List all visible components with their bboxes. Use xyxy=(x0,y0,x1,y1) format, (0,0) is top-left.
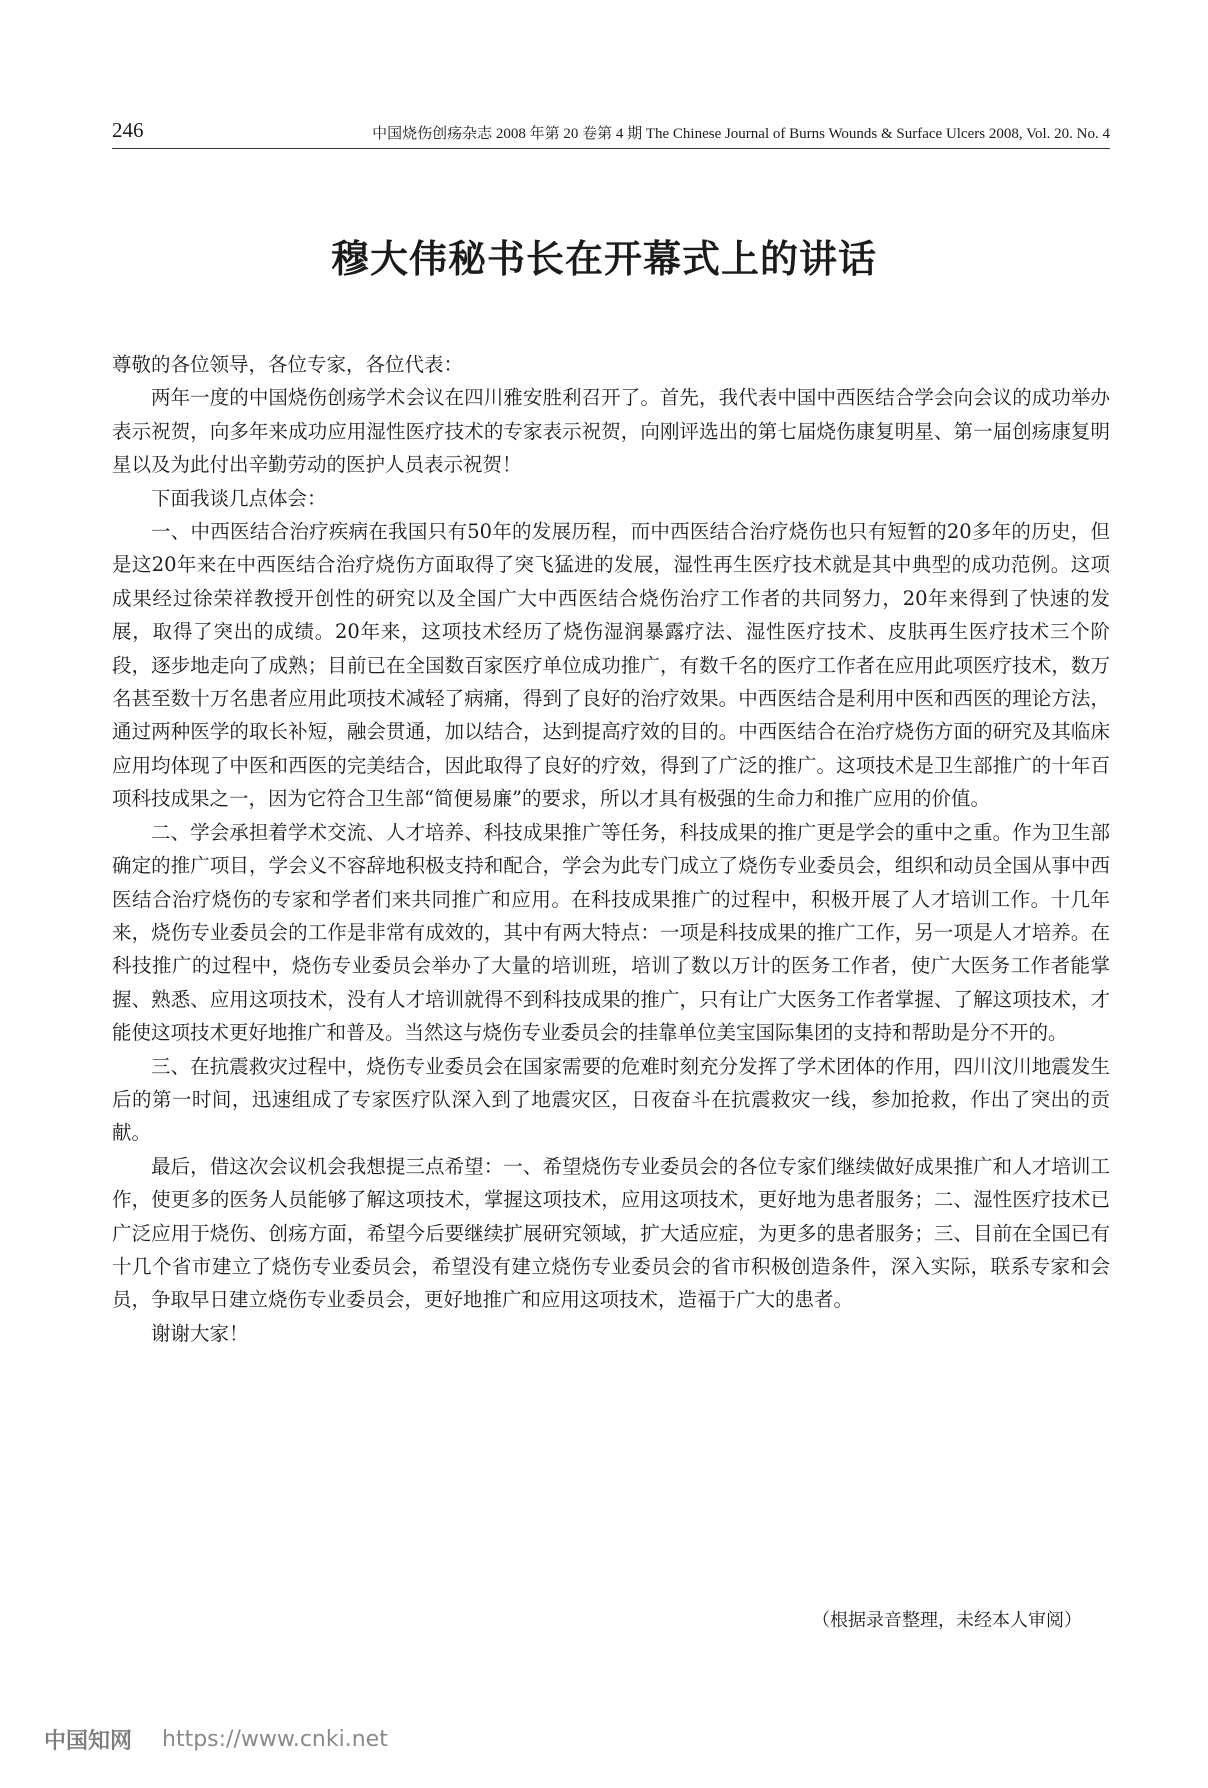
article-body xyxy=(112,348,1110,1350)
header-rule xyxy=(112,148,1110,149)
cnki-url: https://www.cnki.net xyxy=(162,1727,388,1752)
paragraph-point-1: 一、中西医结合治疗疾病在我国只有50年的发展历程，而中西医结合治疗烧伤也只有短暂的20多年的历史，但是这20年来在中西医结合治疗烧伤方面取得了突飞猛进的发展，湿性再生医疗技术就是其中典型的成功范例。这项成果经过徐荣祥教授开创性的研究以及全国广大中西医结合烧伤治疗工作者的共同努力，20年来得到了快速的发展，取得了突出的成绩。20年来，这项技术经历了烧伤湿润暴露疗法、湿性医疗技术、皮肤再生医疗技术三个阶段，逐步地走向了成熟；目前已在全国数百家医疗单位成功推广，有数千名的医疗工作者在应用此项医疗技术，数万名甚至数十万名患者应用此项技术减轻了病痛，得到了良好的治疗效果。中西医结合是利用中医和西医的理论方法，通过两种医学的取长补短，融会贯通，加以结合，达到提高疗效的目的。中西医结合在治疗烧伤方面的研究及其临床应用均体现了中医和西医的完美结合，因此取得了良好的疗效，得到了广泛的推广。这项技术是卫生部推广的十年百项科技成果之一，因为它符合卫生部“简便易廉”的要求，所以才具有极强的生命力和推广应用的价值。 xyxy=(112,520,1110,811)
paragraph-opening: 两年一度的中国烧伤创疡学术会议在四川雅安胜利召开了。首先，我代表中国中西医结合学会向会议的成功举办表示祝贺，向多年来成功应用湿性医疗技术的专家表示祝贺，向刚评选出的第七届烧伤康复明星、第一届创疡康复明星以及为此付出辛勤劳动的医护人员表示祝贺！ xyxy=(112,386,1110,477)
page-number: 246 xyxy=(112,118,144,142)
paragraph-hopes: 最后，借这次会议机会我想提三点希望：一、希望烧伤专业委员会的各位专家们继续做好成果推广和人才培训工作，使更多的医务人员能够了解这项技术，掌握这项技术，应用这项技术，更好地为患者服务；二、湿性医疗技术已广泛应用于烧伤、创疡方面，希望今后要继续扩展研究领域，扩大适应症，为更多的患者服务；三、目前在全国已有十几个省市建立了烧伤专业委员会，希望没有建立烧伤专业委员会的省市积极创造条件，深入实际，联系专家和会员，争取早日建立烧伤专业委员会，更好地推广和应用这项技术，造福于广大的患者。 xyxy=(112,1154,1110,1312)
paragraph-point-2: 二、学会承担着学术交流、人才培养、科技成果推广等任务，科技成果的推广更是学会的重中之重。作为卫生部确定的推广项目，学会义不容辞地积极支持和配合，学会为此专门成立了烧伤专业委员会，组织和动员全国从事中西医结合治疗烧伤的专家和学者们来共同推广和应用。在科技成果推广的过程中，积极开展了人才培训工作。十几年来，烧伤专业委员会的工作是非常有成效的，其中有两大特点：一项是科技成果的推广工作，另一项是人才培养。在科技推广的过程中，烧伤专业委员会举办了大量的培训班，培训了数以万计的医务工作者，使广大医务工作者能掌握、熟悉、应用这项技术，没有人才培训就得不到科技成果的推广，只有让广大医务工作者掌握、了解这项技术，才能使这项技术更好地推广和普及。当然这与烧伤专业委员会的挂靠单位美宝国际集团的支持和帮助是分不开的。 xyxy=(112,820,1110,1045)
paragraph-thanks: 谢谢大家！ xyxy=(151,1321,249,1345)
cnki-logo: 中国知网 xyxy=(44,1729,133,1754)
cnki-watermark xyxy=(44,1724,388,1755)
paragraph-intro-points: 下面我谈几点体会： xyxy=(151,486,327,510)
article-title: 穆大伟秘书长在开幕式上的讲话 xyxy=(330,237,877,281)
paragraph-point-3: 三、在抗震救灾过程中，烧伤专业委员会在国家需要的危难时刻充分发挥了学术团体的作用，四川汶川地震发生后的第一时间，迅速组成了专家医疗队深入到了地震灾区，日夜奋斗在抗震救灾一线，参加抢救，作出了突出的贡献。 xyxy=(112,1054,1110,1145)
source-note: （根据录音整理，未经本人审阅） xyxy=(812,1610,1082,1631)
salutation: 尊敬的各位领导，各位专家，各位代表： xyxy=(112,353,464,376)
journal-running-header: 中国烧伤创疡杂志 2008 年第 20 卷第 4 期 The Chinese Journal of Burns Wounds & Surface Ulcers 2008, Vol. 20. No. 4 xyxy=(372,126,1110,142)
